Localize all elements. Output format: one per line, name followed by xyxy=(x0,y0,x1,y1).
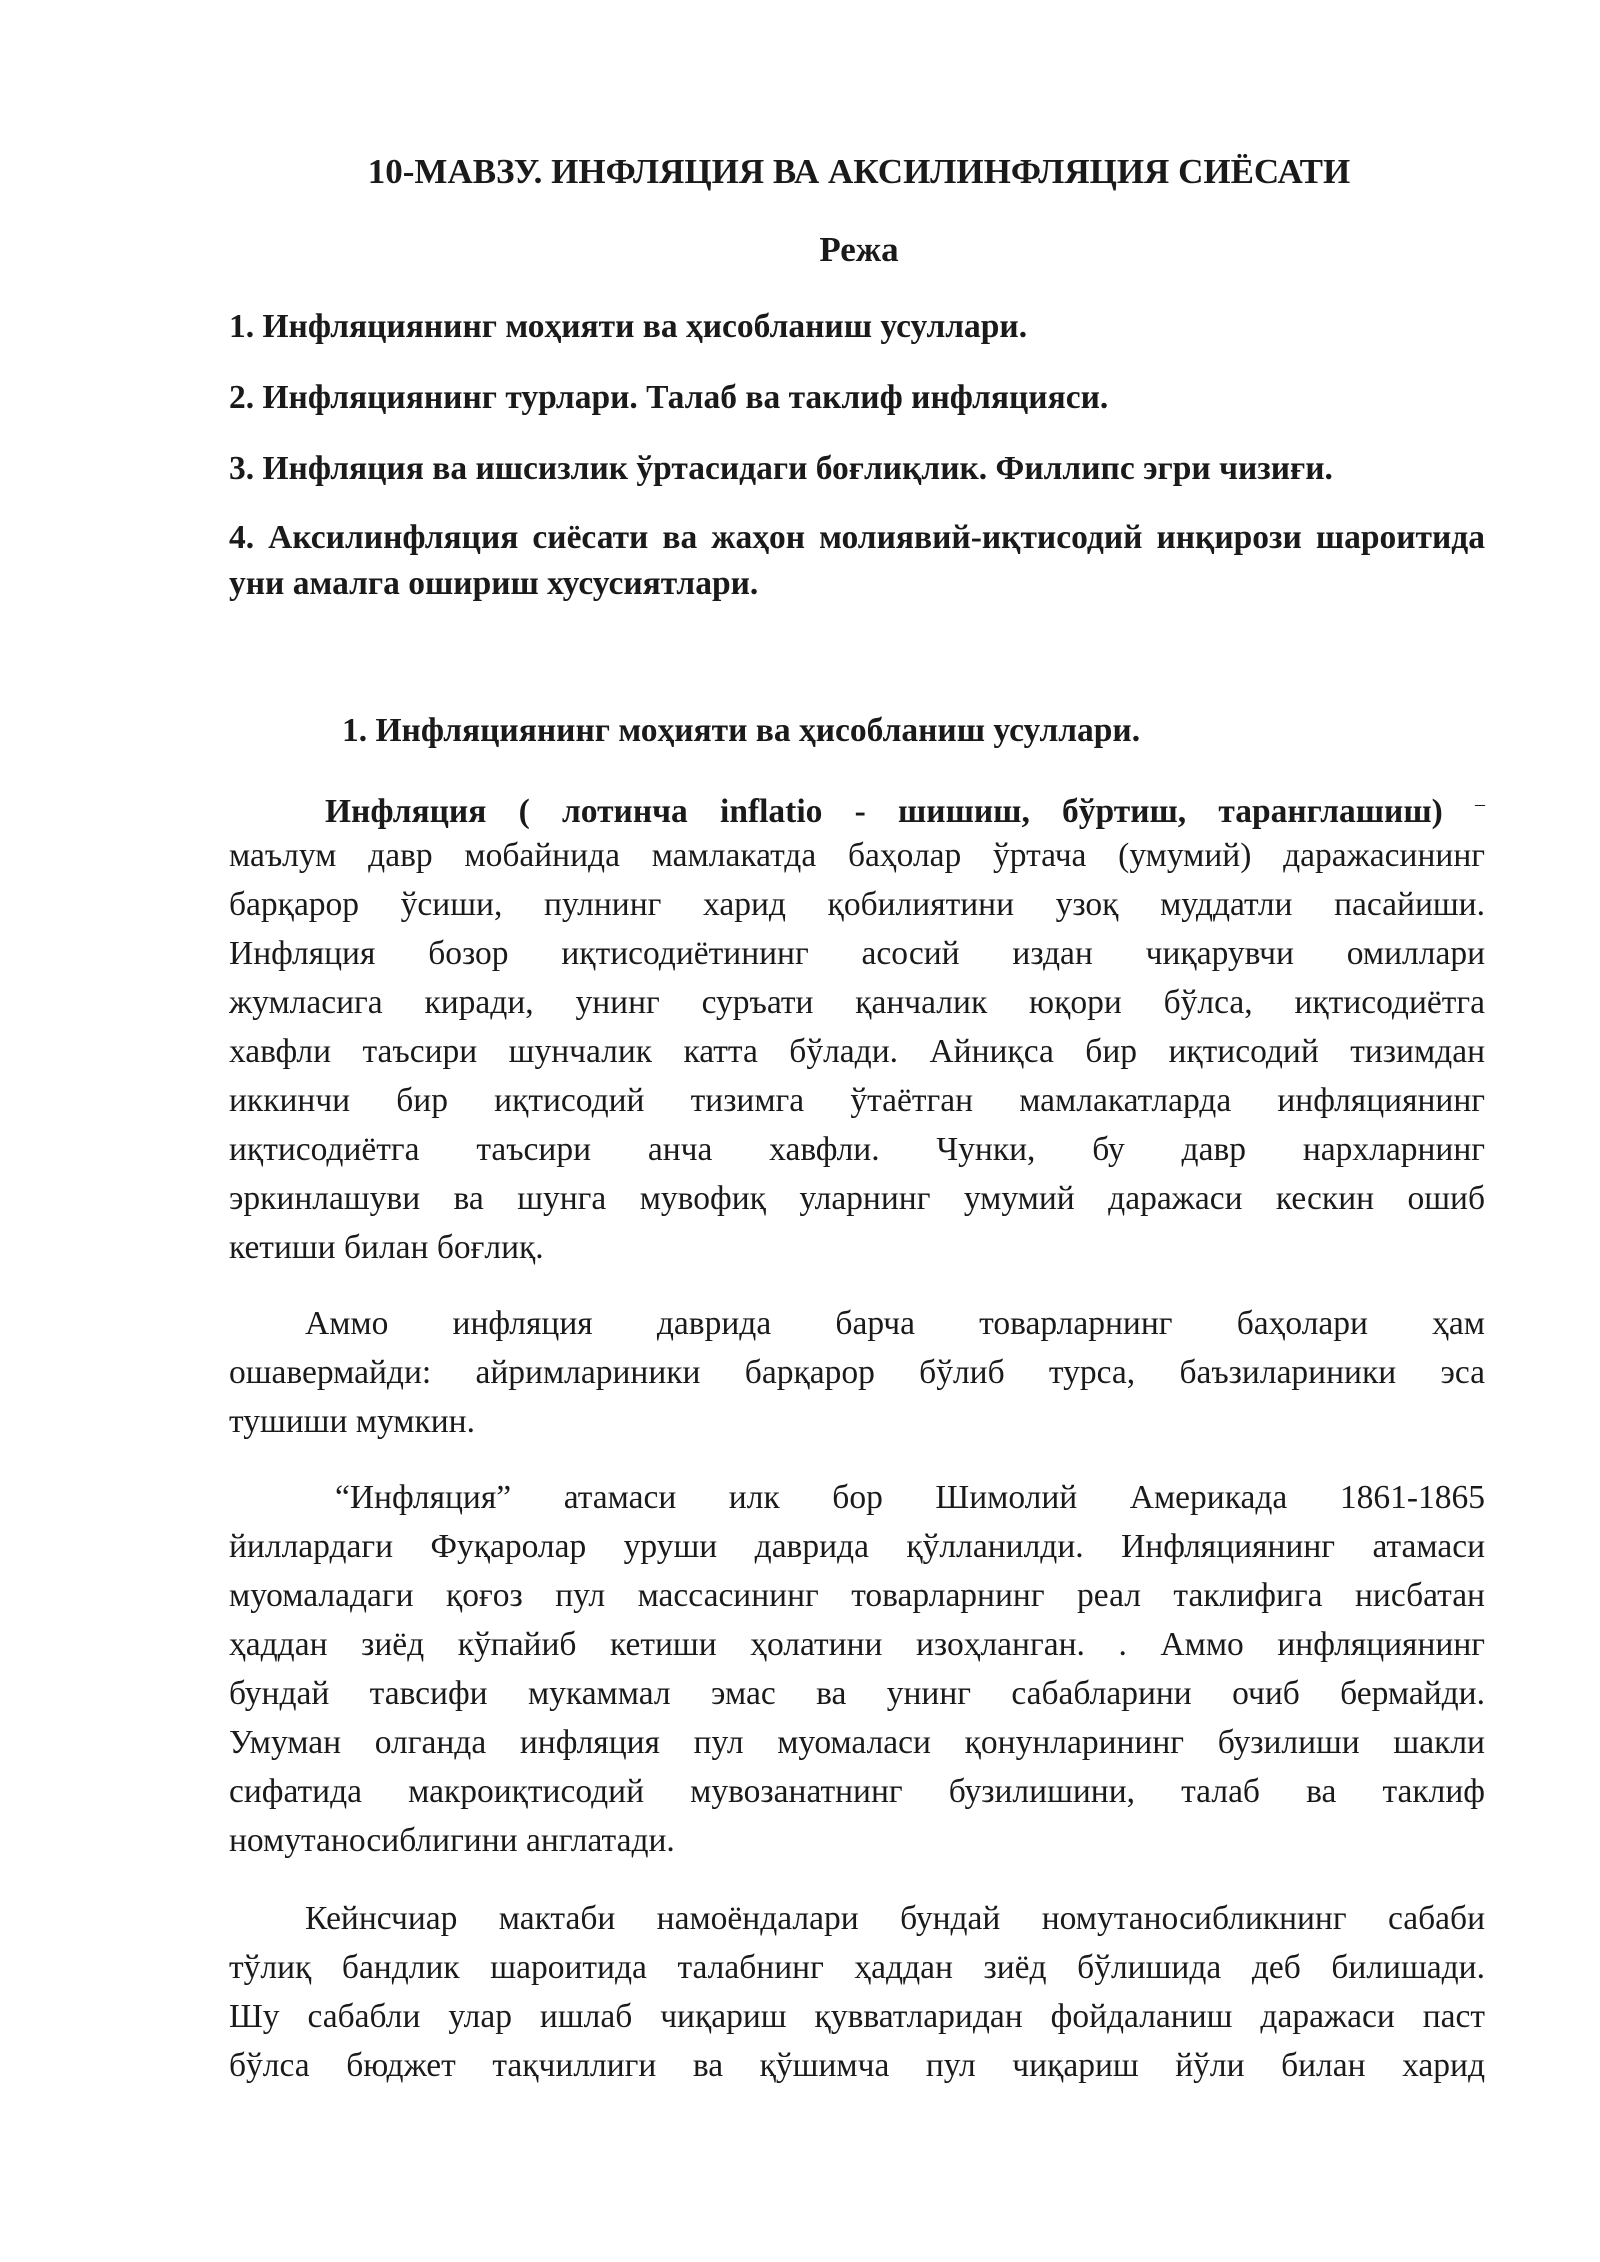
paragraph-line: Аммо инфляция даврида барча товарларнинг баҳолари ҳам xyxy=(305,1305,1485,1342)
paragraph-line: бундай тавсифи мукаммал эмас ва унинг сабабларини очиб бермайди. xyxy=(229,1675,1485,1712)
paragraph-line: хавфли таъсири шунчалик катта бўлади. Айниқса бир иқтисодий тизимдан xyxy=(229,1033,1485,1070)
paragraph-line: “Инфляция” атамаси илк бор Шимолий Америкада 1861-1865 xyxy=(335,1479,1485,1516)
paragraph-line: тушиши мумкин. xyxy=(229,1403,475,1440)
plan-item: 1. Инфляциянинг моҳияти ва ҳисобланиш усуллари. xyxy=(229,308,1028,345)
paragraph-line: маълум давр мобайнида мамлакатда баҳолар ўртача (умумий) даражасининг xyxy=(229,837,1485,874)
plan-item: 2. Инфляциянинг турлари. Талаб ва таклиф инфляцияси. xyxy=(229,379,1109,416)
paragraph-line: Шу сабабли улар ишлаб чиқариш қувватларидан фойдаланиш даражаси паст xyxy=(229,1998,1485,2035)
plan-heading: Режа xyxy=(819,230,899,269)
paragraph-line: муомаладаги қоғоз пул массасининг товарларнинг реал таклифига нисбатан xyxy=(229,1577,1485,1614)
paragraph-line: барқарор ўсиши, пулнинг харид қобилиятини узоқ муддатли пасайиши. xyxy=(229,886,1485,923)
paragraph-line: иқтисодиётга таъсири анча хавфли. Чунки, бу давр нархларнинг xyxy=(229,1131,1485,1168)
paragraph-line: ошавермайди: айримлариники барқарор бўлиб турса, баъзилариники эса xyxy=(229,1354,1485,1391)
document-title: 10-МАВЗУ. ИНФЛЯЦИЯ ВА АКСИЛИНФЛЯЦИЯ СИЁСАТИ xyxy=(367,152,1351,191)
section-heading: 1. Инфляциянинг моҳияти ва ҳисобланиш усуллари. xyxy=(342,712,1141,749)
paragraph-line: эркинлашуви ва шунга мувофиқ уларнинг умумий даражаси кескин ошиб xyxy=(229,1180,1485,1217)
paragraph-line: Умуман олганда инфляция пул муомаласи қонунларининг бузилиши шакли xyxy=(229,1724,1485,1761)
paragraph-line: ҳаддан зиёд кўпайиб кетиши ҳолатини изоҳланган. . Аммо инфляциянинг xyxy=(229,1626,1485,1663)
plan-item: 3. Инфляция ва ишсизлик ўртасидаги боғлиқлик. Филлипс эгри чизиғи. xyxy=(229,450,1333,487)
paragraph-line: бўлса бюджет тақчиллиги ва қўшимча пул чиқариш йўли билан харид xyxy=(229,2047,1485,2084)
paragraph-line: Инфляция бозор иқтисодиётининг асосий издан чиқарувчи омиллари xyxy=(229,935,1485,972)
paragraph-line: Кейнсчиар мактаби намоёндалари бундай номутаносибликнинг сабаби xyxy=(305,1900,1485,1937)
paragraph-line: сифатида макроиқтисодий мувозанатнинг бузилишини, талаб ва таклиф xyxy=(229,1773,1485,1810)
paragraph-line: тўлиқ бандлик шароитида талабнинг ҳаддан зиёд бўлишида деб билишади. xyxy=(229,1949,1485,1986)
definition-term: Инфляция ( лотинча inflatio - шишиш, бўртиш, таранглашиш) xyxy=(325,793,1475,831)
paragraph-line xyxy=(325,782,1485,834)
definition-dash: – xyxy=(1475,793,1485,815)
paragraph-line: йиллардаги Фуқаролар уруши даврида қўлланилди. Инфляциянинг атамаси xyxy=(229,1528,1485,1565)
paragraph-line: жумласига киради, унинг суръати қанчалик юқори бўлса, иқтисодиётга xyxy=(229,984,1485,1021)
plan-item: 4. Аксилинфляция сиёсати ва жаҳон молиявий-иқтисодий инқирози шароитида уни амалга ошириш хусусиятлари. xyxy=(229,519,1485,602)
paragraph-line: иккинчи бир иқтисодий тизимга ўтаётган мамлакатларда инфляциянинг xyxy=(229,1082,1485,1119)
paragraph-line: кетиши билан боғлиқ. xyxy=(229,1229,544,1266)
paragraph-line: номутаносиблигини англатади. xyxy=(229,1822,675,1859)
